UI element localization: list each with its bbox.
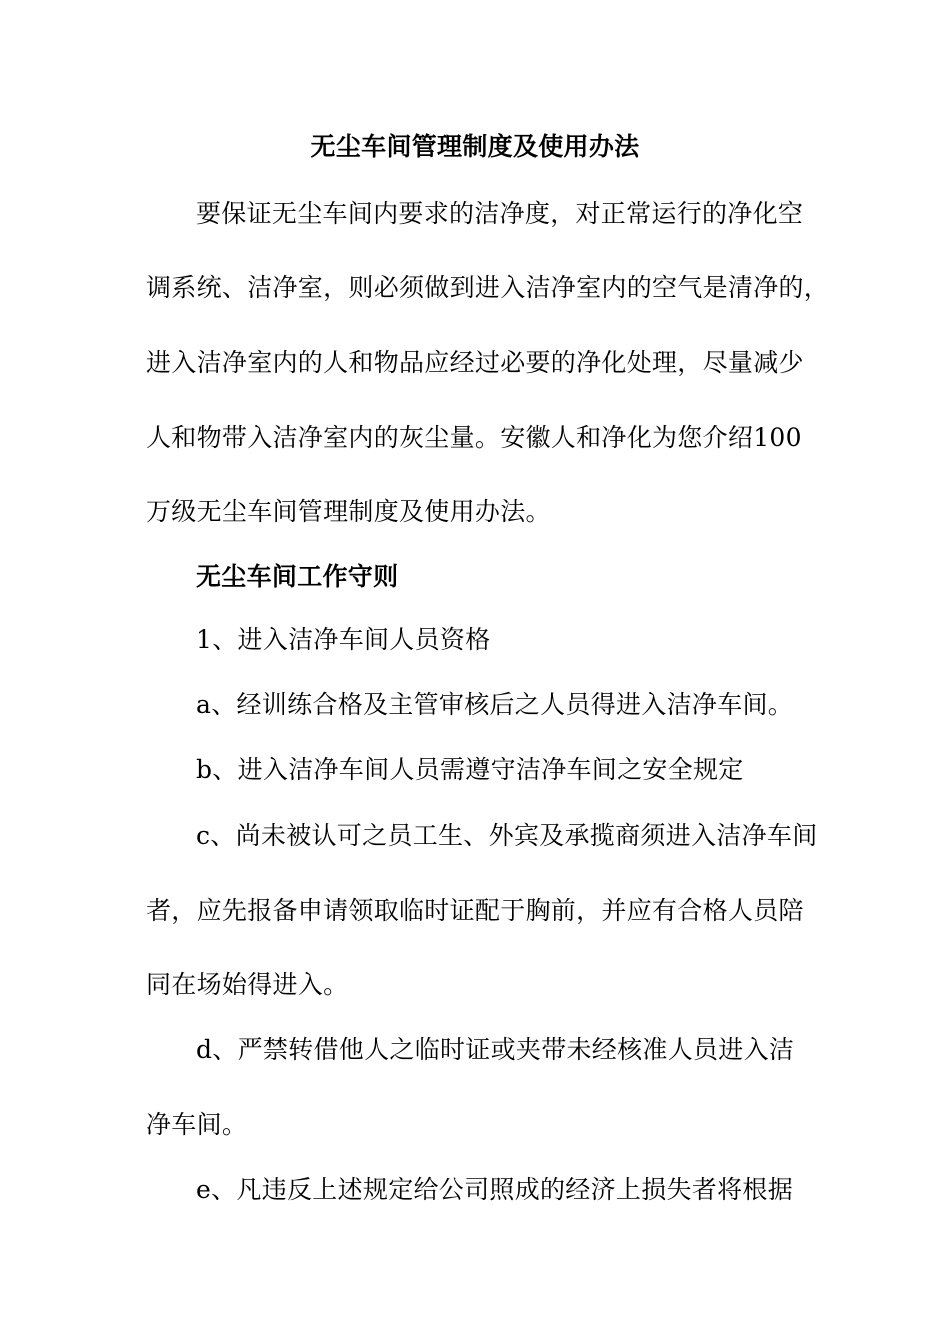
intro-paragraph-line: 万级无尘车间管理制度及使用办法。 [146, 497, 551, 526]
intro-paragraph-line: 调系统、洁净室，则必须做到进入洁净室内的空气是清净的， [146, 273, 830, 302]
rule-item-c-line: 同在场始得进入。 [146, 970, 349, 999]
page-title: 无尘车间管理制度及使用办法 [310, 132, 640, 161]
rule-item-c-line: c、尚未被认可之员工生、外宾及承揽商须进入洁净车间 [196, 821, 818, 850]
rule-item-a: a、经训练合格及主管审核后之人员得进入洁净车间。 [196, 690, 794, 719]
rule-item-d-line: d、严禁转借他人之临时证或夹带未经核准人员进入洁 [196, 1035, 795, 1064]
intro-paragraph-line: 人和物带入洁净室内的灰尘量。安徽人和净化为您介绍100 [146, 423, 802, 452]
rule-item-c-line: 者，应先报备申请领取临时证配于胸前，并应有合格人员陪 [146, 896, 804, 925]
rule-item-b: b、进入洁净车间人员需遵守洁净车间之安全规定 [196, 755, 744, 784]
rule-item-e-line: e、凡违反上述规定给公司照成的经济上损失者将根据 [196, 1175, 793, 1204]
rule-item-1: 1、进入洁净车间人员资格 [196, 625, 491, 654]
section-heading: 无尘车间工作守则 [196, 562, 399, 591]
rule-item-d-line: 净车间。 [146, 1110, 248, 1139]
intro-paragraph-line: 要保证无尘车间内要求的洁净度，对正常运行的净化空 [196, 199, 804, 228]
intro-paragraph-line: 进入洁净室内的人和物品应经过必要的净化处理，尽量减少 [146, 348, 804, 377]
